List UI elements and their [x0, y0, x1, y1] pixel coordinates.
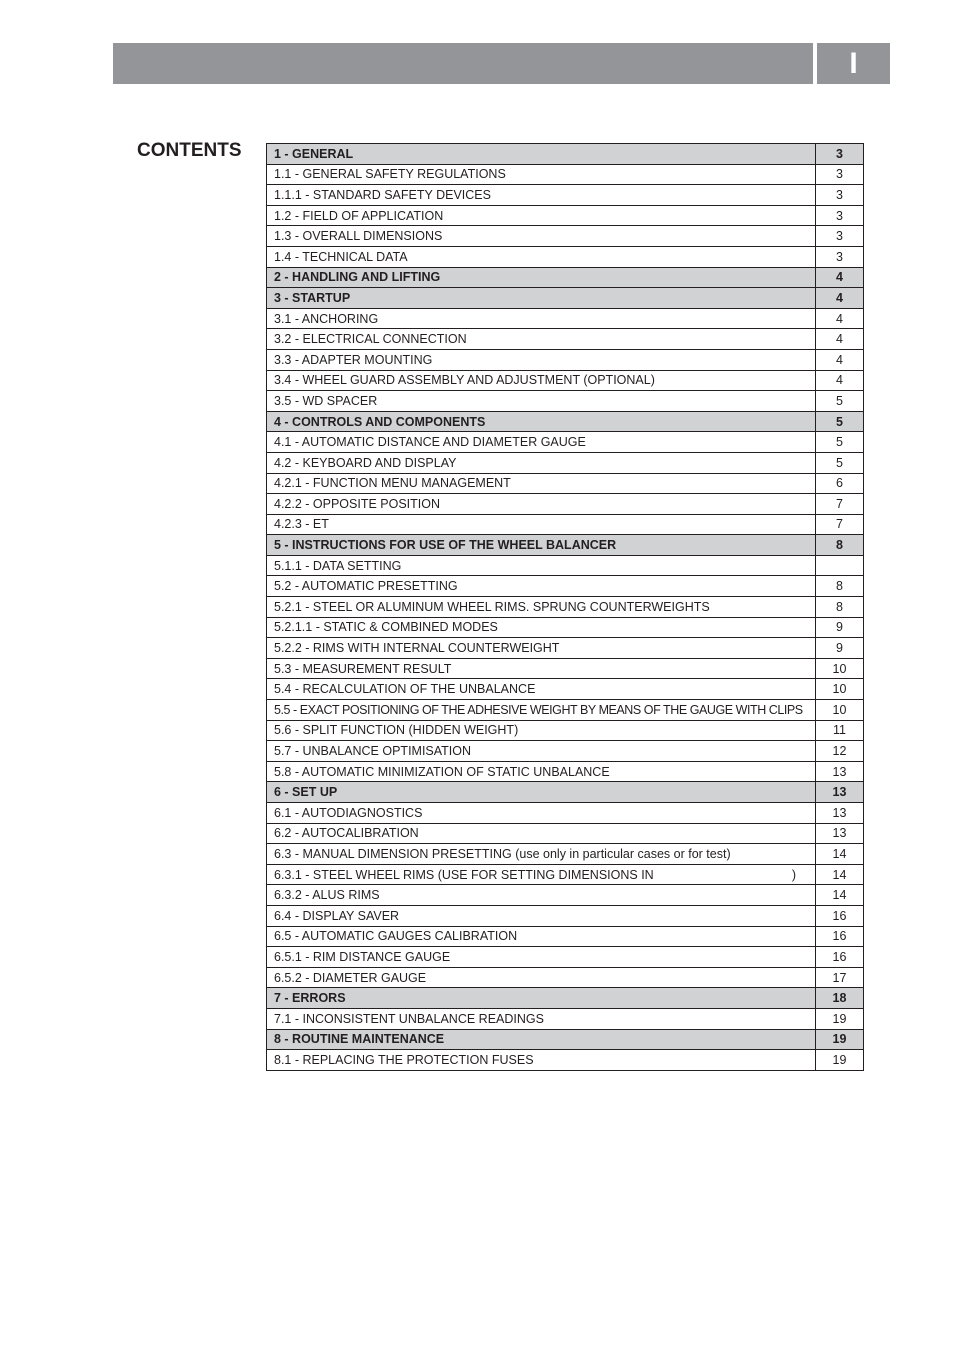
toc-entry-title[interactable]	[267, 205, 816, 226]
toc-entry-title-text: 4.2.2 - OPPOSITE POSITION	[274, 496, 441, 511]
toc-row[interactable]	[267, 308, 864, 329]
toc-entry-title[interactable]	[267, 308, 816, 329]
toc-entry-page: 4	[816, 288, 864, 309]
toc-entry-title-text: 5.1.1 - DATA SETTING	[274, 558, 402, 573]
toc-entry-title[interactable]	[267, 967, 816, 988]
toc-entry-title[interactable]	[267, 844, 816, 865]
toc-entry-page: 4	[816, 370, 864, 391]
toc-entry-title-text: 1.3 - OVERALL DIMENSIONS	[274, 229, 443, 244]
toc-entry-title[interactable]	[267, 1008, 816, 1029]
toc-entry-title-text: 1 - GENERAL	[274, 146, 354, 161]
toc-row[interactable]	[267, 885, 864, 906]
toc-entry-title[interactable]	[267, 514, 816, 535]
toc-section-row[interactable]	[267, 411, 864, 432]
toc-entry-title[interactable]	[267, 597, 816, 618]
toc-entry-page: 3	[816, 164, 864, 185]
contents-title: CONTENTS	[137, 140, 242, 161]
toc-entry-title-text: 5.7 - UNBALANCE OPTIMISATION	[274, 744, 472, 759]
toc-entry-title-text: 3.4 - WHEEL GUARD ASSEMBLY AND ADJUSTMENT (OPTIONAL)	[274, 373, 655, 388]
toc-entry-title-text: 5.3 - MEASUREMENT RESULT	[274, 661, 452, 676]
toc-entry-title-text: 6.4 - DISPLAY SAVER	[274, 908, 400, 923]
toc-entry-page: 5	[816, 432, 864, 453]
toc-row[interactable]	[267, 700, 864, 721]
toc-entry-page: 10	[816, 658, 864, 679]
toc-entry-title[interactable]	[267, 494, 816, 515]
toc-entry-page: 16	[816, 926, 864, 947]
toc-row[interactable]	[267, 720, 864, 741]
toc-section-row[interactable]	[267, 267, 864, 288]
toc-entry-title[interactable]	[267, 288, 816, 309]
toc-entry-page: 8	[816, 597, 864, 618]
toc-entry-title-text: 3.2 - ELECTRICAL CONNECTION	[274, 332, 467, 347]
toc-entry-title-text: 6.2 - AUTOCALIBRATION	[274, 826, 419, 841]
toc-entry-title-text: 4.1 - AUTOMATIC DISTANCE AND DIAMETER GAUGE	[274, 435, 586, 450]
toc-entry-title[interactable]	[267, 432, 816, 453]
toc-row[interactable]	[267, 514, 864, 535]
toc-row[interactable]	[267, 473, 864, 494]
toc-row[interactable]	[267, 432, 864, 453]
toc-entry-page	[816, 555, 864, 576]
toc-entry-title[interactable]	[267, 741, 816, 762]
toc-section-row[interactable]	[267, 535, 864, 556]
toc-entry-title-text: 5.6 - SPLIT FUNCTION (HIDDEN WEIGHT)	[274, 723, 519, 738]
toc-entry-title-text: 6.5 - AUTOMATIC GAUGES CALIBRATION	[274, 929, 518, 944]
toc-row[interactable]	[267, 576, 864, 597]
toc-entry-title-text: 3 - STARTUP	[274, 290, 351, 305]
toc-row[interactable]	[267, 597, 864, 618]
toc-entry-page: 13	[816, 823, 864, 844]
toc-entry-page: 14	[816, 885, 864, 906]
header-bar	[113, 43, 813, 84]
toc-entry-title[interactable]	[267, 1029, 816, 1050]
toc-row[interactable]	[267, 761, 864, 782]
toc-entry-title[interactable]	[267, 391, 816, 412]
toc-entry-page: 9	[816, 638, 864, 659]
toc-entry-page: 7	[816, 494, 864, 515]
toc-entry-page: 6	[816, 473, 864, 494]
toc-entry-page: 17	[816, 967, 864, 988]
toc-entry-title-text: 4.2.1 - FUNCTION MENU MANAGEMENT	[274, 476, 511, 491]
toc-section-row[interactable]	[267, 782, 864, 803]
toc-entry-title[interactable]	[267, 185, 816, 206]
toc-entry-title[interactable]	[267, 329, 816, 350]
toc-entry-title-text: 1.2 - FIELD OF APPLICATION	[274, 208, 444, 223]
toc-entry-page: 19	[816, 1050, 864, 1071]
toc-row[interactable]	[267, 205, 864, 226]
toc-section-row[interactable]	[267, 288, 864, 309]
language-tab: I	[817, 43, 890, 84]
toc-entry-title[interactable]	[267, 267, 816, 288]
toc-entry-title-text: 6.1 - AUTODIAGNOSTICS	[274, 805, 423, 820]
toc-row[interactable]	[267, 844, 864, 865]
toc-entry-page: 3	[816, 246, 864, 267]
toc-entry-title-text: 6 - SET UP	[274, 785, 338, 800]
toc-entry-page: 10	[816, 679, 864, 700]
toc-entry-title[interactable]	[267, 144, 816, 165]
toc-entry-page: 5	[816, 391, 864, 412]
toc-row[interactable]	[267, 1050, 864, 1071]
toc-entry-title[interactable]	[267, 803, 816, 824]
toc-entry-title-text: 5.2.1.1 - STATIC & COMBINED MODES	[274, 620, 498, 635]
toc-section-row[interactable]	[267, 144, 864, 165]
toc-entry-title-text: 6.5.2 - DIAMETER GAUGE	[274, 970, 427, 985]
toc-body	[267, 144, 864, 1071]
toc-row[interactable]	[267, 494, 864, 515]
toc-entry-title-text: 5.5 - EXACT POSITIONING OF THE ADHESIVE WEIGHT BY MEANS OF THE GAUGE WITH CLIPS	[274, 702, 803, 717]
toc-row[interactable]	[267, 370, 864, 391]
toc-row[interactable]	[267, 803, 864, 824]
toc-entry-page: 10	[816, 700, 864, 721]
toc-row[interactable]	[267, 185, 864, 206]
toc-entry-title[interactable]	[267, 988, 816, 1009]
toc-row[interactable]	[267, 905, 864, 926]
toc-row[interactable]	[267, 555, 864, 576]
toc-section-row[interactable]	[267, 1029, 864, 1050]
toc-entry-page: 14	[816, 864, 864, 885]
table-of-contents	[266, 143, 864, 1071]
toc-entry-title-text: 3.1 - ANCHORING	[274, 311, 379, 326]
toc-row[interactable]	[267, 926, 864, 947]
toc-entry-title-text: 5.8 - AUTOMATIC MINIMIZATION OF STATIC UNBALANCE	[274, 764, 610, 779]
toc-entry-title[interactable]	[267, 617, 816, 638]
toc-entry-title-text: 5.2 - AUTOMATIC PRESETTING	[274, 579, 458, 594]
toc-row[interactable]	[267, 391, 864, 412]
toc-entry-page: 3	[816, 226, 864, 247]
toc-entry-title-text: 5.2.2 - RIMS WITH INTERNAL COUNTERWEIGHT	[274, 641, 560, 656]
toc-entry-page: 11	[816, 720, 864, 741]
toc-entry-title[interactable]	[267, 638, 816, 659]
toc-entry-title[interactable]	[267, 1050, 816, 1071]
toc-entry-title[interactable]	[267, 658, 816, 679]
toc-entry-page: 4	[816, 267, 864, 288]
toc-entry-page: 8	[816, 535, 864, 556]
toc-entry-title-text: 1.1 - GENERAL SAFETY REGULATIONS	[274, 167, 506, 182]
toc-entry-title[interactable]	[267, 370, 816, 391]
toc-entry-title[interactable]	[267, 864, 816, 885]
toc-entry-title-text: 8 - ROUTINE MAINTENANCE	[274, 1032, 445, 1047]
toc-entry-page: 5	[816, 452, 864, 473]
toc-entry-title-text: 1.1.1 - STANDARD SAFETY DEVICES	[274, 187, 491, 202]
toc-entry-title-text: 6.5.1 - RIM DISTANCE GAUGE	[274, 949, 451, 964]
toc-entry-title[interactable]	[267, 164, 816, 185]
toc-row[interactable]	[267, 246, 864, 267]
toc-entry-page: 4	[816, 329, 864, 350]
toc-row[interactable]	[267, 638, 864, 659]
toc-entry-title[interactable]	[267, 473, 816, 494]
toc-entry-title-text: 8.1 - REPLACING THE PROTECTION FUSES	[274, 1052, 534, 1067]
toc-entry-title[interactable]	[267, 926, 816, 947]
toc-entry-title-text: 7 - ERRORS	[274, 991, 346, 1006]
toc-entry-title-text: 3.5 - WD SPACER	[274, 393, 378, 408]
toc-row[interactable]	[267, 226, 864, 247]
toc-row[interactable]	[267, 329, 864, 350]
toc-row[interactable]	[267, 349, 864, 370]
toc-entry-title[interactable]	[267, 823, 816, 844]
toc-entry-title[interactable]	[267, 679, 816, 700]
toc-entry-title-text: 5.2.1 - STEEL OR ALUMINUM WHEEL RIMS. SPRUNG COUNTERWEIGHTS	[274, 599, 710, 614]
toc-entry-page: 4	[816, 308, 864, 329]
toc-row[interactable]	[267, 452, 864, 473]
toc-entry-title-text: 5.4 - RECALCULATION OF THE UNBALANCE	[274, 682, 536, 697]
toc-entry-page: 4	[816, 349, 864, 370]
toc-row[interactable]	[267, 658, 864, 679]
toc-entry-title[interactable]	[267, 720, 816, 741]
toc-entry-page: 19	[816, 1029, 864, 1050]
toc-entry-page: 7	[816, 514, 864, 535]
toc-row[interactable]	[267, 1008, 864, 1029]
toc-entry-title[interactable]	[267, 555, 816, 576]
toc-entry-title-text: 1.4 - TECHNICAL DATA	[274, 249, 408, 264]
toc-entry-page: 13	[816, 803, 864, 824]
toc-entry-title-text: 6.3 - MANUAL DIMENSION PRESETTING (use only in particular cases or for test)	[274, 846, 731, 861]
toc-row[interactable]	[267, 617, 864, 638]
toc-entry-page: 13	[816, 761, 864, 782]
toc-entry-title-text: 6.3.1 - STEEL WHEEL RIMS (USE FOR SETTING DIMENSIONS IN	[274, 867, 654, 882]
toc-entry-title-text: 4.2.3 - ET	[274, 517, 329, 532]
toc-entry-page: 8	[816, 576, 864, 597]
toc-entry-title[interactable]	[267, 947, 816, 968]
toc-row[interactable]	[267, 823, 864, 844]
toc-entry-title[interactable]	[267, 411, 816, 432]
toc-entry-title-text: 4.2 - KEYBOARD AND DISPLAY	[274, 455, 457, 470]
toc-row[interactable]	[267, 679, 864, 700]
toc-entry-page: 3	[816, 205, 864, 226]
toc-entry-title-text: 2 - HANDLING AND LIFTING	[274, 270, 441, 285]
toc-entry-title[interactable]	[267, 452, 816, 473]
toc-row[interactable]	[267, 864, 864, 885]
toc-entry-title[interactable]	[267, 761, 816, 782]
toc-entry-title[interactable]	[267, 226, 816, 247]
toc-entry-page: 3	[816, 144, 864, 165]
toc-entry-page: 3	[816, 185, 864, 206]
toc-entry-page: 13	[816, 782, 864, 803]
toc-entry-page: 16	[816, 905, 864, 926]
toc-section-row[interactable]	[267, 988, 864, 1009]
toc-entry-page: 5	[816, 411, 864, 432]
toc-entry-title[interactable]	[267, 700, 816, 721]
toc-entry-title[interactable]	[267, 246, 816, 267]
toc-row[interactable]	[267, 947, 864, 968]
toc-entry-title-text: 4 - CONTROLS AND COMPONENTS	[274, 414, 486, 429]
toc-entry-title[interactable]	[267, 885, 816, 906]
toc-entry-title[interactable]	[267, 576, 816, 597]
toc-entry-page: 19	[816, 1008, 864, 1029]
toc-row[interactable]	[267, 967, 864, 988]
toc-entry-title[interactable]	[267, 535, 816, 556]
toc-entry-title-text: 7.1 - INCONSISTENT UNBALANCE READINGS	[274, 1011, 544, 1026]
toc-entry-page: 12	[816, 741, 864, 762]
toc-entry-title-text: 5 - INSTRUCTIONS FOR USE OF THE WHEEL BALANCER	[274, 538, 617, 553]
toc-entry-page: 9	[816, 617, 864, 638]
toc-entry-title[interactable]	[267, 349, 816, 370]
toc-row[interactable]	[267, 164, 864, 185]
toc-entry-page: 16	[816, 947, 864, 968]
toc-entry-title[interactable]	[267, 782, 816, 803]
toc-entry-page: 14	[816, 844, 864, 865]
toc-entry-page: 18	[816, 988, 864, 1009]
toc-entry-title[interactable]	[267, 905, 816, 926]
toc-row[interactable]	[267, 741, 864, 762]
toc-entry-title-text: 3.3 - ADAPTER MOUNTING	[274, 352, 433, 367]
toc-entry-suffix: )	[791, 867, 796, 882]
toc-entry-title-text: 6.3.2 - ALUS RIMS	[274, 888, 380, 903]
